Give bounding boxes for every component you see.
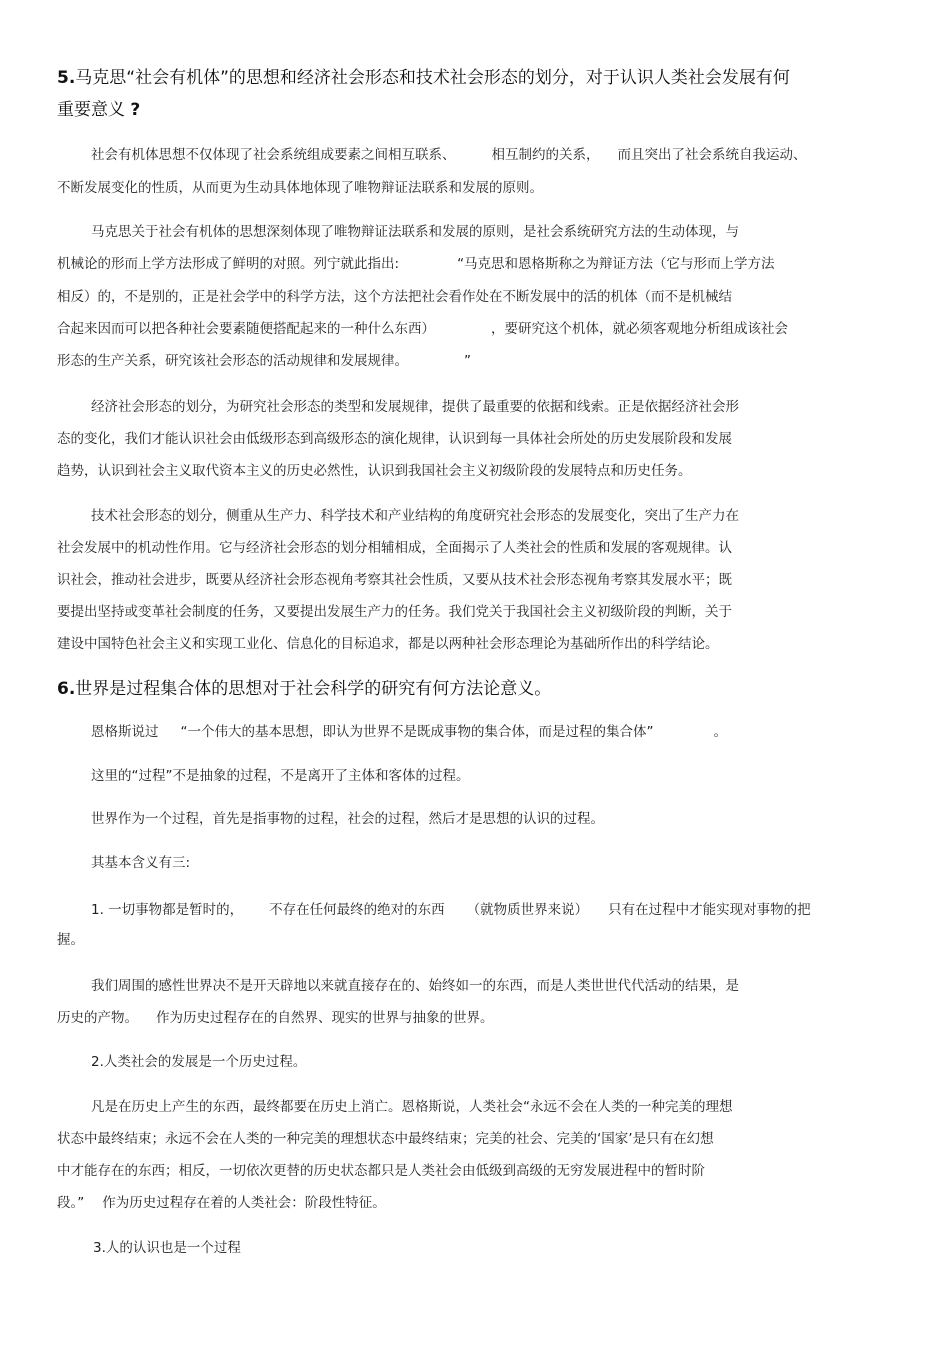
q6-c-line-3: 中才能存在的东西；相反，一切依次更替的历史状态都只是人类社会由低级到高级的无穷发展进程中的暂时阶 bbox=[57, 1163, 705, 1179]
q6-item-1-line-1 bbox=[91, 900, 811, 920]
q5-title-text-2: 重要意义 bbox=[57, 100, 125, 120]
text-span: 形态的生产关系，研究该社会形态的活动规律和发展规律。 bbox=[57, 353, 408, 369]
q5-p4-line-1: 技术社会形态的划分，侧重从生产力、科学技术和产业结构的角度研究社会形态的发展变化，突出了生产力在 bbox=[91, 508, 739, 524]
text-span: 1. 一切事物都是暂时的， bbox=[91, 902, 244, 918]
q6-title bbox=[57, 675, 551, 703]
text-span: 合起来因而可以把各种社会要素随便搭配起来的一种什么东西） bbox=[57, 321, 435, 337]
q5-p2-line-1: 马克思关于社会有机体的思想深刻体现了唯物辩证法联系和发展的原则，是社会系统研究方法的生动体现，与 bbox=[91, 224, 739, 240]
q5-question-mark: ? bbox=[130, 100, 141, 120]
q5-title-line-2 bbox=[57, 96, 140, 124]
q5-p2-line-2 bbox=[57, 254, 775, 274]
q6-world-line: 世界作为一个过程，首先是指事物的过程，社会的过程，然后才是思想的认识的过程。 bbox=[91, 811, 604, 827]
q6-basic-meaning: 其基本含义有三: bbox=[91, 855, 191, 871]
text-span: 社会有机体思想不仅体现了社会系统组成要素之间相互联系、 bbox=[91, 147, 456, 163]
q6-title-text: 世界是过程集合体的思想对于社会科学的研究有何方法论意义。 bbox=[75, 679, 552, 699]
q5-p4-line-2: 社会发展中的机动性作用。它与经济社会形态的划分相辅相成，全面揭示了人类社会的性质和发展的客观规律。认 bbox=[57, 540, 732, 556]
q6-c-line-4 bbox=[57, 1193, 386, 1213]
q5-p1-line-2: 不断发展变化的性质，从而更为生动具体地体现了唯物辩证法联系和发展的原则。 bbox=[57, 180, 543, 196]
q6-number: 6. bbox=[57, 679, 76, 699]
text-span: ，要研究这个机体，就必须客观地分析组成该社会 bbox=[491, 321, 788, 337]
text-span: 恩格斯说过 bbox=[91, 724, 159, 740]
text-span: 作为历史过程存在着的人类社会：阶段性特征。 bbox=[102, 1195, 386, 1211]
q6-item-3: 3.人的认识也是一个过程 bbox=[93, 1240, 241, 1256]
q5-p1-line-1 bbox=[91, 145, 807, 165]
text-span: “一个伟大的基本思想，即认为世界不是既成事物的集合体，而是过程的集合体” bbox=[180, 724, 654, 740]
q6-item-1-line-2: 握。 bbox=[57, 932, 84, 948]
q5-p3-line-1: 经济社会形态的划分，为研究社会形态的类型和发展规律，提供了最重要的依据和线索。正是依据经济社会形 bbox=[91, 399, 739, 415]
text-span: 段。” bbox=[57, 1195, 85, 1211]
text-span: 。 bbox=[713, 724, 727, 740]
q6-b-line-2 bbox=[57, 1008, 494, 1028]
q6-c-line-1: 凡是在历史上产生的东西，最终都要在历史上消亡。恩格斯说，人类社会“永远不会在人类的一种完美的理想 bbox=[91, 1099, 733, 1115]
q5-p2-line-3: 相反）的，不是别的，正是社会学中的科学方法，这个方法把社会看作处在不断发展中的活的机体（而不是机械结 bbox=[57, 289, 732, 305]
q6-process-line: 这里的“过程”不是抽象的过程，不是离开了主体和客体的过程。 bbox=[91, 768, 470, 784]
text-span: ” bbox=[464, 353, 471, 369]
q6-c-line-2: 状态中最终结束；永远不会在人类的一种完美的理想状态中最终结束；完美的社会、完美的‘国家’是只有在幻想 bbox=[57, 1131, 714, 1147]
q5-number: 5. bbox=[57, 68, 76, 88]
q6-b-line-1: 我们周围的感性世界决不是开天辟地以来就直接存在的、始终如一的东西，而是人类世世代代活动的结果，是 bbox=[91, 978, 739, 994]
q5-p4-line-5: 建设中国特色社会主义和实现工业化、信息化的目标追求，都是以两种社会形态理论为基础所作出的科学结论。 bbox=[57, 636, 719, 652]
q5-p2-line-4 bbox=[57, 319, 788, 339]
q6-quote-line bbox=[91, 722, 727, 742]
q5-p4-line-3: 识社会，推动社会进步，既要从经济社会形态视角考察其社会性质，又要从技术社会形态视角考察其发展水平；既 bbox=[57, 572, 732, 588]
q6-item-2: 2.人类社会的发展是一个历史过程。 bbox=[91, 1054, 307, 1070]
q5-title-line-1 bbox=[57, 64, 790, 92]
q5-title-text: 马克思“社会有机体”的思想和经济社会形态和技术社会形态的划分，对于认识人类社会发展有何 bbox=[75, 68, 790, 88]
q5-p2-line-5 bbox=[57, 351, 471, 371]
text-span: 机械论的形而上学方法形成了鲜明的对照。列宁就此指出: bbox=[57, 256, 400, 272]
q5-p4-line-4: 要提出坚持或变革社会制度的任务，又要提出发展生产力的任务。我们党关于我国社会主义初级阶段的判断，关于 bbox=[57, 604, 732, 620]
text-span: “马克思和恩格斯称之为辩证方法（它与形而上学方法 bbox=[457, 256, 775, 272]
q5-p3-line-2: 态的变化，我们才能认识社会由低级形态到高级形态的演化规律，认识到每一具体社会所处的历史发展阶段和发展 bbox=[57, 431, 732, 447]
text-span: 而且突出了社会系统自我运动、 bbox=[617, 147, 807, 163]
text-span: 只有在过程中才能实现对事物的把 bbox=[608, 902, 811, 918]
text-span: 不存在任何最终的绝对的东西 bbox=[269, 902, 445, 918]
q5-p3-line-3: 趋势，认识到社会主义取代资本主义的历史必然性，认识到我国社会主义初级阶段的发展特点和历史任务。 bbox=[57, 463, 692, 479]
text-span: 作为历史过程存在的自然界、现实的世界与抽象的世界。 bbox=[156, 1010, 494, 1026]
text-span: 相互制约的关系， bbox=[491, 147, 600, 163]
text-span: （就物质世界来说） bbox=[466, 902, 589, 918]
text-span: 历史的产物。 bbox=[57, 1010, 138, 1026]
